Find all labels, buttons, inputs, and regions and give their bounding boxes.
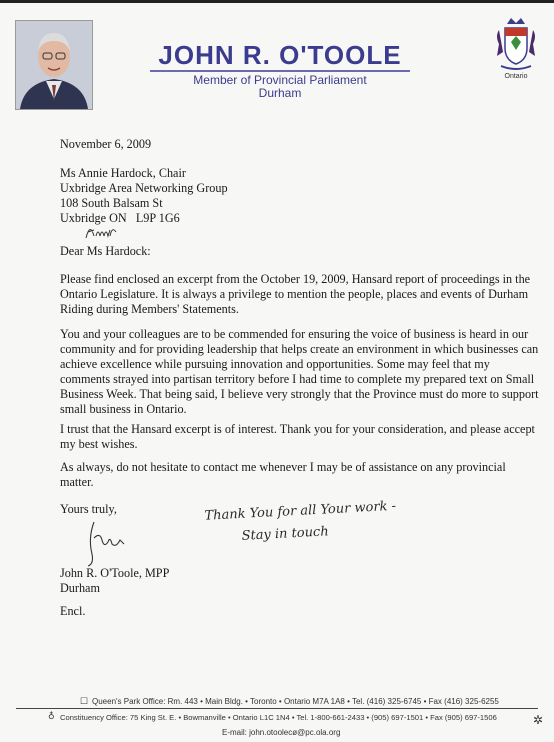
handwritten-note-line-2: Stay in touch — [241, 524, 330, 544]
letterhead-name: JOHN R. O'TOOLE — [158, 40, 402, 70]
paragraph-text: You and your colleagues are to be commended for ensuring the voice of business is heard in our community and for providing leadership that helps create an environment in which businesses can achieve excellence while pursuing innovation and opportunities. Some may feel that my comments strayed into partisan territory before I had time to complete my prepared text on Small Business Week. That being said, I believe very strongly that the Province must do more to support small business in Ontario. — [60, 327, 539, 416]
paragraph-text: As always, do not hesitate to contact me whenever I may be of assistance on any provincial matter. — [60, 460, 506, 489]
body-paragraph-1 — [60, 272, 540, 317]
paragraph-text: Please find enclosed an excerpt from the October 19, 2009, Hansard report of proceedings in the Ontario Legislature. It is always a privilege to mention the people, places and events of Durham Riding during Members' Statements. — [60, 272, 531, 316]
body-paragraph-2 — [60, 327, 540, 417]
body-paragraph-4 — [60, 460, 540, 490]
letterhead-rule — [150, 70, 410, 72]
letter-date: November 6, 2009 — [60, 137, 152, 151]
salutation: Dear Ms Hardock: — [60, 244, 151, 258]
handwritten-initial-annotation — [84, 218, 120, 242]
recipient-city-postal: Uxbridge ON L9P 1G6 — [60, 211, 180, 225]
recycle-box-icon: ☐ — [80, 696, 89, 706]
recipient-street: 108 South Balsam St — [60, 196, 163, 210]
enclosure-note: Encl. — [60, 604, 86, 618]
handwritten-note-line-1: Thank You for all Your work - — [204, 498, 397, 524]
printer-mark-icon: ✲ — [533, 713, 544, 727]
footer-rule — [16, 708, 538, 709]
recipient-address — [60, 166, 228, 226]
body-paragraph-3 — [60, 422, 540, 452]
letterhead-subtitle — [150, 74, 410, 100]
letterhead-title: Member of Provincial Parliament — [193, 73, 367, 87]
handwritten-signature — [80, 518, 135, 568]
signatory-riding: Durham — [60, 581, 100, 595]
signatory-name: John R. O'Toole, MPP — [60, 566, 170, 580]
footer-constituency-office: Constituency Office: 75 King St. E. • Bowmanville • Ontario L1C 1N4 • Tel. 1-800-661-2433 • (905) 697-1501 • Fax (905) 697-1506 — [60, 713, 497, 722]
handwritten-note — [204, 494, 426, 549]
mpp-portrait-photo — [15, 20, 93, 110]
crest-label: Ontario — [504, 73, 528, 80]
signatory-block — [60, 566, 169, 596]
recipient-organization: Uxbridge Area Networking Group — [60, 181, 228, 195]
ontario-crest-logo — [491, 16, 541, 74]
union-bug-icon: ♁ — [48, 711, 55, 721]
letterhead-riding: Durham — [258, 86, 302, 100]
closing: Yours truly, — [60, 502, 117, 516]
footer-email: E-mail: john.otoolecø@pc.ola.org — [222, 728, 341, 737]
footer-queens-park-office: Queen's Park Office: Rm. 443 • Main Bldg. • Toronto • Ontario M7A 1A8 • Tel. (416) 325-6745 • Fax (416) 325-6255 — [92, 697, 499, 706]
recipient-name: Ms Annie Hardock, Chair — [60, 166, 186, 180]
paragraph-text: I trust that the Hansard excerpt is of interest. Thank you for your consideration, and please accept my best wishes. — [60, 422, 535, 451]
top-border-rule — [0, 0, 554, 3]
portrait-image — [16, 21, 92, 109]
